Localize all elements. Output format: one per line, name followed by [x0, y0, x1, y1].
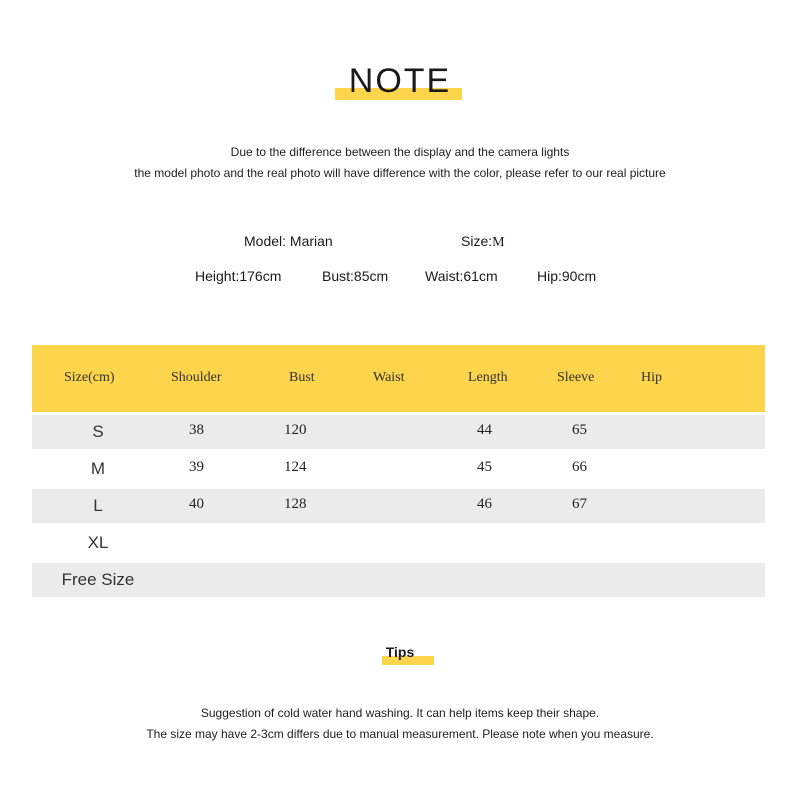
- header-bust: Bust: [289, 370, 315, 385]
- table-row: [32, 486, 765, 523]
- row-shoulder: 40: [189, 496, 204, 512]
- row-sleeve: 67: [572, 496, 587, 512]
- model-size: [461, 233, 505, 251]
- row-size: M: [90, 459, 106, 478]
- tips-line-2: The size may have 2-3cm differs due to manual measurement. Please note when you measure.: [146, 727, 654, 741]
- row-length: 44: [477, 422, 492, 438]
- model-height: Height:176cm: [195, 268, 282, 284]
- row-size: L: [93, 496, 103, 515]
- row-shoulder: 39: [189, 459, 204, 475]
- row-size: Free Size: [61, 570, 135, 589]
- tips-title: Tips: [385, 644, 415, 660]
- table-row: [32, 412, 765, 449]
- note-title: NOTE: [348, 62, 452, 100]
- size-table: [32, 345, 765, 597]
- row-length: 45: [477, 459, 492, 475]
- table-row: [32, 560, 765, 597]
- model-hip: Hip:90cm: [537, 268, 597, 284]
- table-row: [32, 449, 765, 486]
- note-line-2: the model photo and the real photo will have difference with the color, please refer to our real picture: [134, 166, 666, 180]
- row-bust: 124: [284, 459, 307, 475]
- table-header: [32, 345, 765, 412]
- row-shoulder: 38: [189, 422, 204, 438]
- header-hip: Hip: [641, 370, 662, 385]
- header-waist: Waist: [373, 370, 405, 385]
- table-row: [32, 523, 765, 560]
- row-sleeve: 65: [572, 422, 587, 438]
- row-size: S: [92, 422, 104, 441]
- model-bust: Bust:85cm: [322, 268, 389, 284]
- row-sleeve: 66: [572, 459, 587, 475]
- model-name: Model: Marian: [244, 233, 333, 249]
- note-heading: [0, 62, 800, 104]
- header-size: Size(cm): [64, 370, 115, 385]
- header-length: Length: [468, 370, 508, 385]
- row-size: XL: [87, 533, 109, 552]
- header-shoulder: Shoulder: [171, 370, 222, 385]
- tips-line-1: Suggestion of cold water hand washing. It can help items keep their shape.: [200, 706, 600, 720]
- row-bust: 120: [284, 422, 307, 438]
- header-sleeve: Sleeve: [557, 370, 595, 385]
- note-line-1: Due to the difference between the display and the camera lights: [230, 145, 570, 159]
- model-waist: Waist:61cm: [425, 268, 498, 284]
- model-size-value: M: [492, 235, 505, 250]
- row-length: 46: [477, 496, 492, 512]
- model-size-label: Size:: [461, 233, 493, 249]
- row-bust: 128: [284, 496, 307, 512]
- tips-heading: [0, 644, 800, 668]
